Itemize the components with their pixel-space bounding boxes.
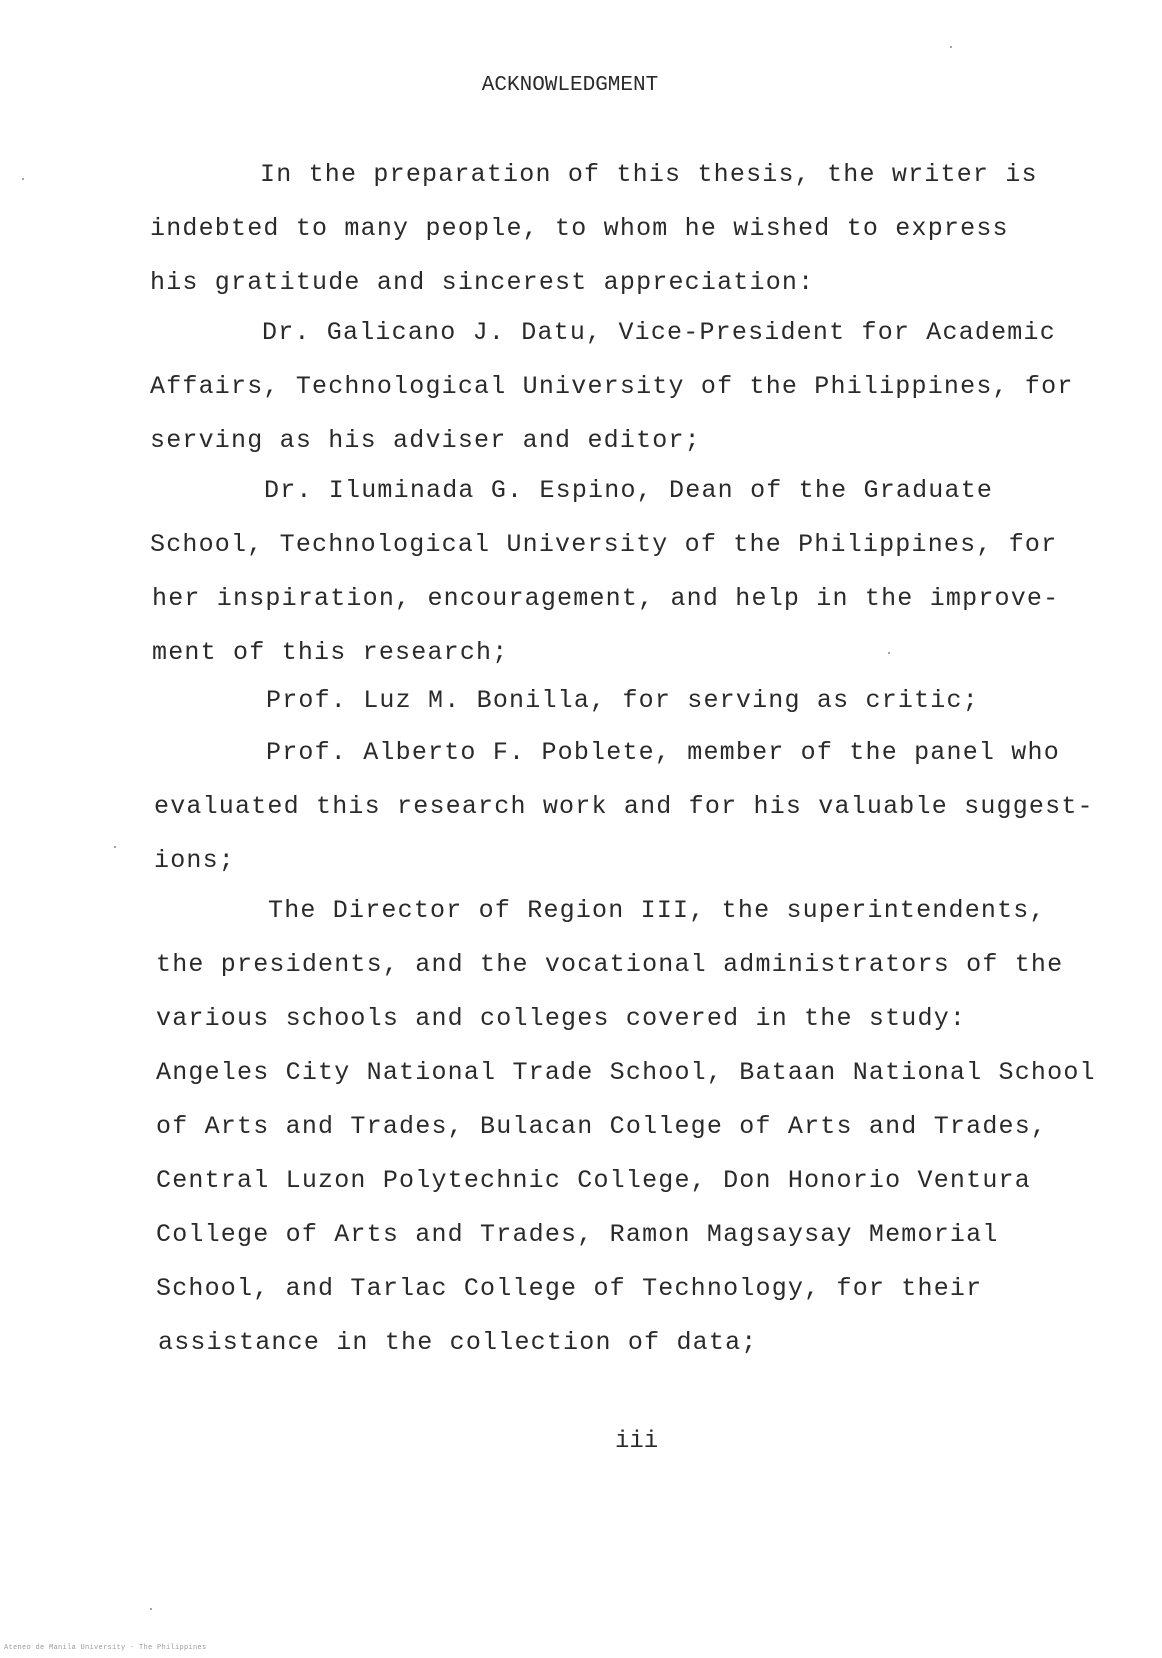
text-line: ions; [154,846,236,875]
scan-speck [150,1608,152,1610]
text-line: assistance in the collection of data; [158,1328,758,1357]
text-line: In the preparation of this thesis, the writer is [260,160,1038,189]
scan-speck [888,652,890,654]
text-line: of Arts and Trades, Bulacan College of Arts and Trades, [156,1112,1048,1141]
text-line: ment of this research; [152,638,509,667]
text-line: Central Luzon Polytechnic College, Don Honorio Ventura [156,1166,1031,1195]
page-title: ACKNOWLEDGMENT [481,74,659,97]
text-line: The Director of Region III, the superintendents, [268,896,1046,925]
text-line: School, and Tarlac College of Technology, for their [156,1274,983,1303]
scan-speck [22,178,24,180]
text-line: Prof. Alberto F. Poblete, member of the panel who [266,738,1060,767]
scan-speck [950,46,952,48]
text-line: the presidents, and the vocational administrators of the [156,950,1064,979]
scan-speck [114,846,116,848]
text-line: Dr. Iluminada G. Espino, Dean of the Graduate [264,476,994,505]
text-line: her inspiration, encouragement, and help in the improve- [152,584,1060,613]
text-line: School, Technological University of the Philippines, for [150,530,1058,559]
text-line: College of Arts and Trades, Ramon Magsaysay Memorial [156,1220,999,1249]
text-line: his gratitude and sincerest appreciation: [150,268,815,297]
text-line: indebted to many people, to whom he wished to express [150,214,1009,243]
text-line: serving as his adviser and editor; [150,426,701,455]
text-line: Dr. Galicano J. Datu, Vice-President for Academic [262,318,1056,347]
text-line: Affairs, Technological University of the Philippines, for [150,372,1074,401]
text-line: Angeles City National Trade School, Bataan National School [156,1058,1096,1087]
page-number: iii [615,1428,659,1455]
text-line: evaluated this research work and for his valuable suggest- [154,792,1094,821]
text-line: Prof. Luz M. Bonilla, for serving as critic; [266,686,979,715]
text-line: various schools and colleges covered in the study: [156,1004,967,1033]
footer-text: Ateneo de Manila University - The Philippines [4,1644,207,1652]
